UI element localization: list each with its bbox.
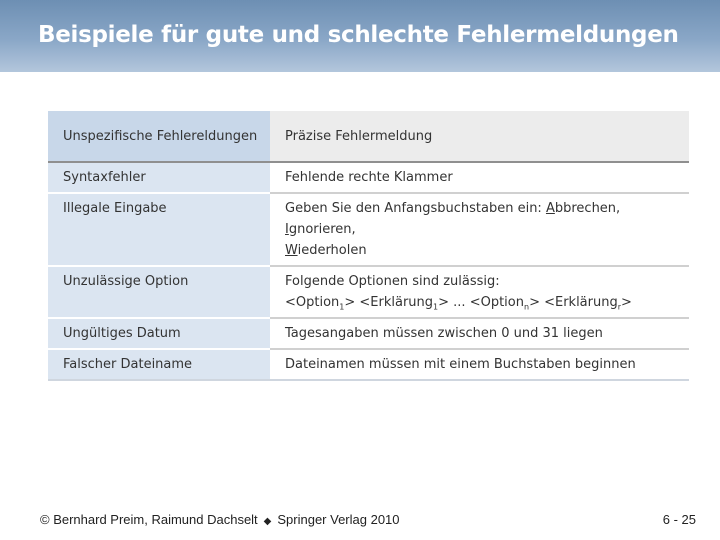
text: bbrechen,: [554, 201, 621, 216]
text: > <Erklärung: [529, 295, 618, 310]
error-message-table: [48, 111, 689, 381]
table-row: [48, 318, 689, 349]
unspecific-cell: Falscher Dateiname: [48, 349, 270, 380]
precise-cell: Tagesangaben müssen zwischen 0 und 31 liegen: [270, 318, 689, 349]
text: >: [621, 295, 632, 310]
subscript: r: [617, 302, 622, 312]
publisher-text: Springer Verlag 2010: [277, 512, 400, 527]
precise-cell: [270, 193, 689, 266]
underlined-letter: W: [285, 243, 298, 258]
text: Geben Sie den Anfangsbuchstaben ein:: [285, 201, 546, 216]
table-row: [48, 162, 689, 193]
page-number: 6 - 25: [662, 512, 696, 527]
precise-cell: Fehlende rechte Klammer: [270, 162, 689, 193]
unspecific-cell: Unzulässige Option: [48, 266, 270, 318]
header-unspecific: Unspezifische Fehlereldungen: [48, 111, 270, 162]
diamond-bullet-icon: ◆: [263, 516, 272, 527]
text: iederholen: [297, 243, 367, 258]
header-precise: Präzise Fehlermeldung: [270, 111, 689, 162]
unspecific-cell: Illegale Eingabe: [48, 193, 270, 266]
underlined-letter: A: [545, 201, 555, 216]
precise-cell: Dateinamen müssen mit einem Buchstaben beginnen: [270, 349, 689, 380]
text: <Option: [285, 295, 340, 310]
subscript: 1: [339, 302, 345, 312]
table-header-row: [48, 111, 689, 162]
text: > ... <Option: [438, 295, 524, 310]
text: > <Erklärung: [344, 295, 434, 310]
underlined-letter: I: [285, 222, 289, 237]
table-row: [48, 349, 689, 380]
title-bar: [0, 0, 720, 72]
subscript: 1: [433, 302, 439, 312]
footer-copyright: [40, 512, 400, 527]
unspecific-cell: Ungültiges Datum: [48, 318, 270, 349]
copyright-text: © Bernhard Preim, Raimund Dachselt: [40, 512, 258, 527]
table-row: [48, 266, 689, 318]
subscript: n: [523, 302, 530, 312]
text: Folgende Optionen sind zulässig:: [285, 274, 500, 289]
precise-cell: [270, 266, 689, 318]
unspecific-cell: Syntaxfehler: [48, 162, 270, 193]
text: gnorieren,: [288, 222, 356, 237]
table-row: [48, 193, 689, 266]
slide-title: Beispiele für gute und schlechte Fehlermeldungen: [38, 22, 679, 48]
